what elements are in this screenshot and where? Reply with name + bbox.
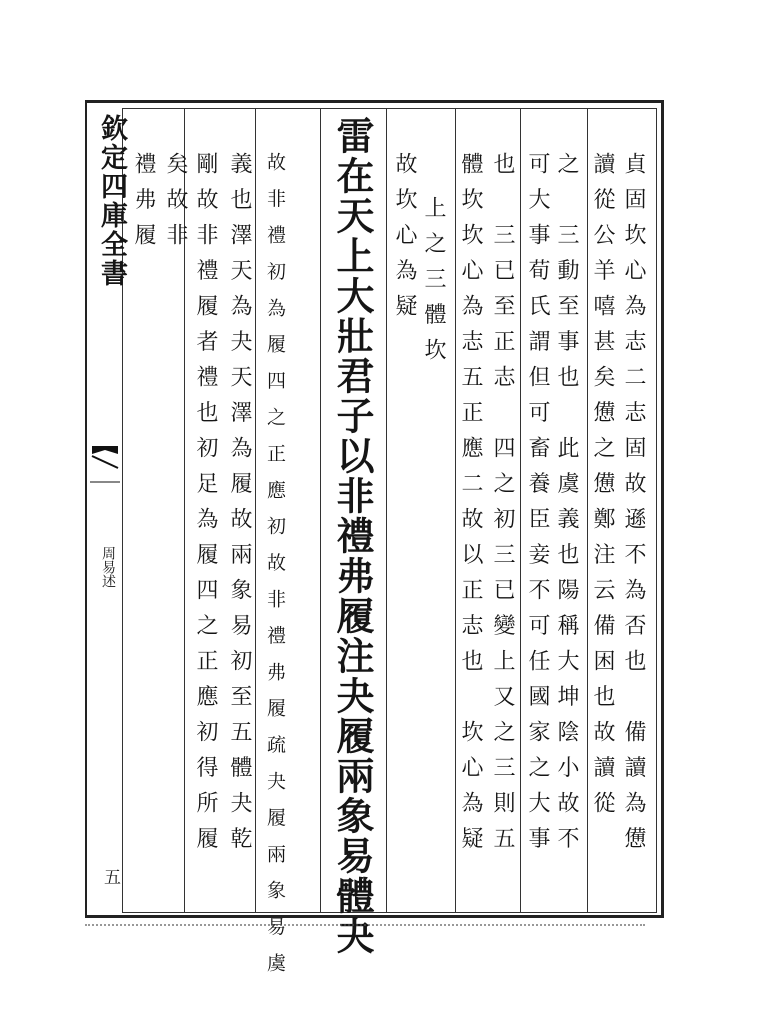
- fishtail-mark-icon: [90, 444, 120, 484]
- text-column-8: 故坎心為疑: [392, 152, 417, 330]
- text-column-1: 貞固坎心為志二志固故遜不為否也 備讀為憊: [621, 152, 646, 862]
- page-spine: [88, 108, 127, 913]
- collection-title: 欽定四庫全書: [96, 114, 127, 288]
- column-rule: [320, 108, 321, 913]
- text-column-2: 讀從公羊嘻甚矣憊之憊鄭注云備困也故讀從: [590, 152, 615, 827]
- book-title: 周易述: [100, 546, 116, 588]
- text-column-12: 剛故非禮履者禮也初足為履四之正應初得所履: [193, 152, 218, 862]
- text-column-14: 禮弗履: [131, 152, 156, 259]
- text-column-5: 也 三已至正志 四之初三已變上又之三則五: [490, 152, 515, 862]
- text-column-6: 體坎坎心為志五正應二故以正志也 坎心為疑: [458, 152, 483, 862]
- text-column-13: 矣故非: [163, 152, 188, 259]
- text-column-11: 義也澤天為夬天澤為履故兩象易初至五體夬乾: [227, 152, 252, 862]
- scan-edge: [85, 924, 645, 932]
- classic-text-column: 雷在天上大壯君子以非禮弗履注夬履兩象易體夬: [330, 116, 375, 956]
- text-column-3: 之 三動至事也 此虞義也陽稱大坤陰小故不: [554, 152, 579, 862]
- text-column-7: 上之三體坎: [421, 196, 446, 374]
- text-column-10: 故非禮初為履四之正應初故非禮弗履疏夬履兩象易虞: [264, 152, 286, 990]
- text-column-4: 可大事荀氏謂但可畜養臣妾不可任國家之大事: [525, 152, 550, 862]
- page-number: 五: [100, 868, 120, 885]
